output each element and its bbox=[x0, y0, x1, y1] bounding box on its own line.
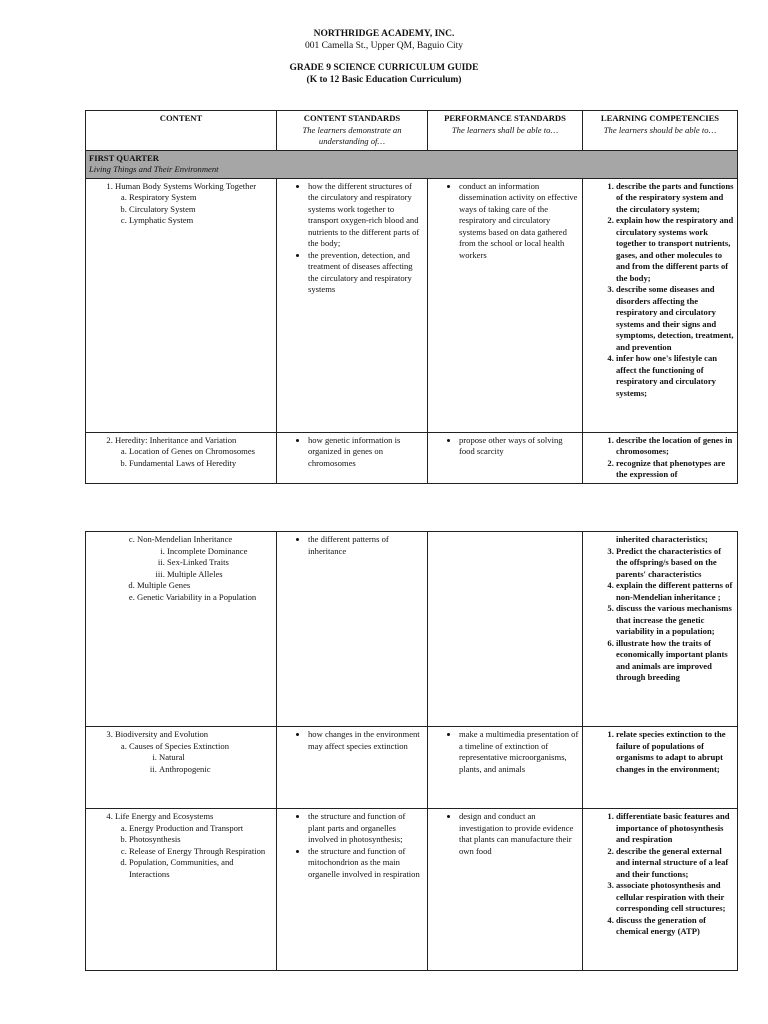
learning-competencies-cell: 1. relate species extinction to the failure of populations of organisms to adapt to abrupt changes in the environment; bbox=[583, 727, 738, 809]
school-name: NORTHRIDGE ACADEMY, INC. bbox=[313, 29, 455, 39]
column-header-learning-competencies: LEARNING COMPETENCIES The learners should be able to… bbox=[583, 111, 738, 151]
performance-standards-cell bbox=[428, 532, 583, 727]
table-row bbox=[86, 532, 738, 727]
learning-competencies-cell: 1. differentiate basic features and importance of photosynthesis and respiration 2. describe the general external and internal structure of a leaf and their functions; 3. associate photosynthesis and cellular respiration with their corresponding cell structures; 4. discuss the generation of chemical energy (ATP) bbox=[583, 809, 738, 971]
content-cell: 3. Biodiversity and Evolution a. Causes of Species Extinction i. Natural ii. Anthropogenic bbox=[86, 727, 277, 809]
table-row bbox=[86, 809, 738, 971]
content-cell: c. Non-Mendelian Inheritance i. Incomplete Dominance ii. Sex-Linked Traits iii. Multiple Alleles d. Multiple Genes e. Genetic Variability in a Population bbox=[86, 532, 277, 727]
learning-competencies-cell: 1. describe the location of genes in chromosomes; 2. recognize that phenotypes are the expression of bbox=[583, 432, 738, 483]
document-subtitle: (K to 12 Basic Education Curriculum) bbox=[306, 75, 462, 85]
column-header-content: CONTENT bbox=[86, 111, 277, 151]
content-standards-cell: • how the different structures of the circulatory and respiratory systems work together to transport oxygen-rich blood and nutrients to the different parts of the body; • the prevention, detection, and treatment of diseases affecting the circulatory and respiratory systems bbox=[277, 178, 428, 432]
content-cell: 4. Life Energy and Ecosystems a. Energy Production and Transport b. Photosynthesis c. Release of Energy Through Respiration d. Population, Communities, and Interactions bbox=[86, 809, 277, 971]
performance-standards-cell: • conduct an information dissemination activity on effective ways of taking care of the respiratory and circulatory systems based on data gathered from the school or local health workers bbox=[428, 178, 583, 432]
performance-standards-cell: • design and conduct an investigation to provide evidence that plants can manufacture their own food bbox=[428, 809, 583, 971]
quarter-label: FIRST QUARTER Living Things and Their Environment bbox=[86, 150, 738, 178]
column-header-performance-standards: PERFORMANCE STANDARDS The learners shall be able to… bbox=[428, 111, 583, 151]
curriculum-table-page1 bbox=[85, 110, 738, 484]
school-address: 001 Camella St., Upper QM, Baguio City bbox=[304, 41, 464, 51]
column-header-content-standards: CONTENT STANDARDS The learners demonstrate an understanding of… bbox=[277, 111, 428, 151]
content-standards-cell: • the structure and function of plant parts and organelles involved in photosynthesis; • the structure and function of mitochondrion as the main organelle involved in respiration bbox=[277, 809, 428, 971]
learning-competencies-cell: 1. describe the parts and functions of the respiratory system and the circulatory system; 2. explain how the respiratory and circulatory systems work together to transport nutrients, gases, and other molecules to and from the different parts of the body; 3. describe some diseases and disorders affecting the respiratory and circulatory systems and their signs and symptoms, detection, treatment, and prevention 4. infer how one's lifestyle can affect the functioning of respiratory and circulatory systems; bbox=[583, 178, 738, 432]
table-row bbox=[86, 432, 738, 483]
content-cell: 1. Human Body Systems Working Together a. Respiratory System b. Circulatory System c. Lymphatic System bbox=[86, 178, 277, 432]
content-standards-cell: • how changes in the environment may affect species extinction bbox=[277, 727, 428, 809]
document-title: GRADE 9 SCIENCE CURRICULUM GUIDE bbox=[289, 63, 479, 73]
quarter-row bbox=[86, 150, 738, 178]
table-row bbox=[86, 727, 738, 809]
table-header-row bbox=[86, 111, 738, 151]
content-standards-cell: • the different patterns of inheritance bbox=[277, 532, 428, 727]
performance-standards-cell: • make a multimedia presentation of a timeline of extinction of representative microorganisms, plants, and animals bbox=[428, 727, 583, 809]
curriculum-table-page2 bbox=[85, 531, 738, 971]
content-cell: 2. Heredity: Inheritance and Variation a. Location of Genes on Chromosomes b. Fundamental Laws of Heredity bbox=[86, 432, 277, 483]
table-row bbox=[86, 178, 738, 432]
content-standards-cell: • how genetic information is organized in genes on chromosomes bbox=[277, 432, 428, 483]
performance-standards-cell: • propose other ways of solving food scarcity bbox=[428, 432, 583, 483]
learning-competencies-cell: inherited characteristics; 3. Predict the characteristics of the offspring/s based on the parents' characteristics 4. explain the different patterns of non-Mendelian inheritance ; 5. discuss the various mechanisms that increase the genetic variability in a population; 6. illustrate how the traits of economically important plants and animals are improved through breeding bbox=[583, 532, 738, 727]
